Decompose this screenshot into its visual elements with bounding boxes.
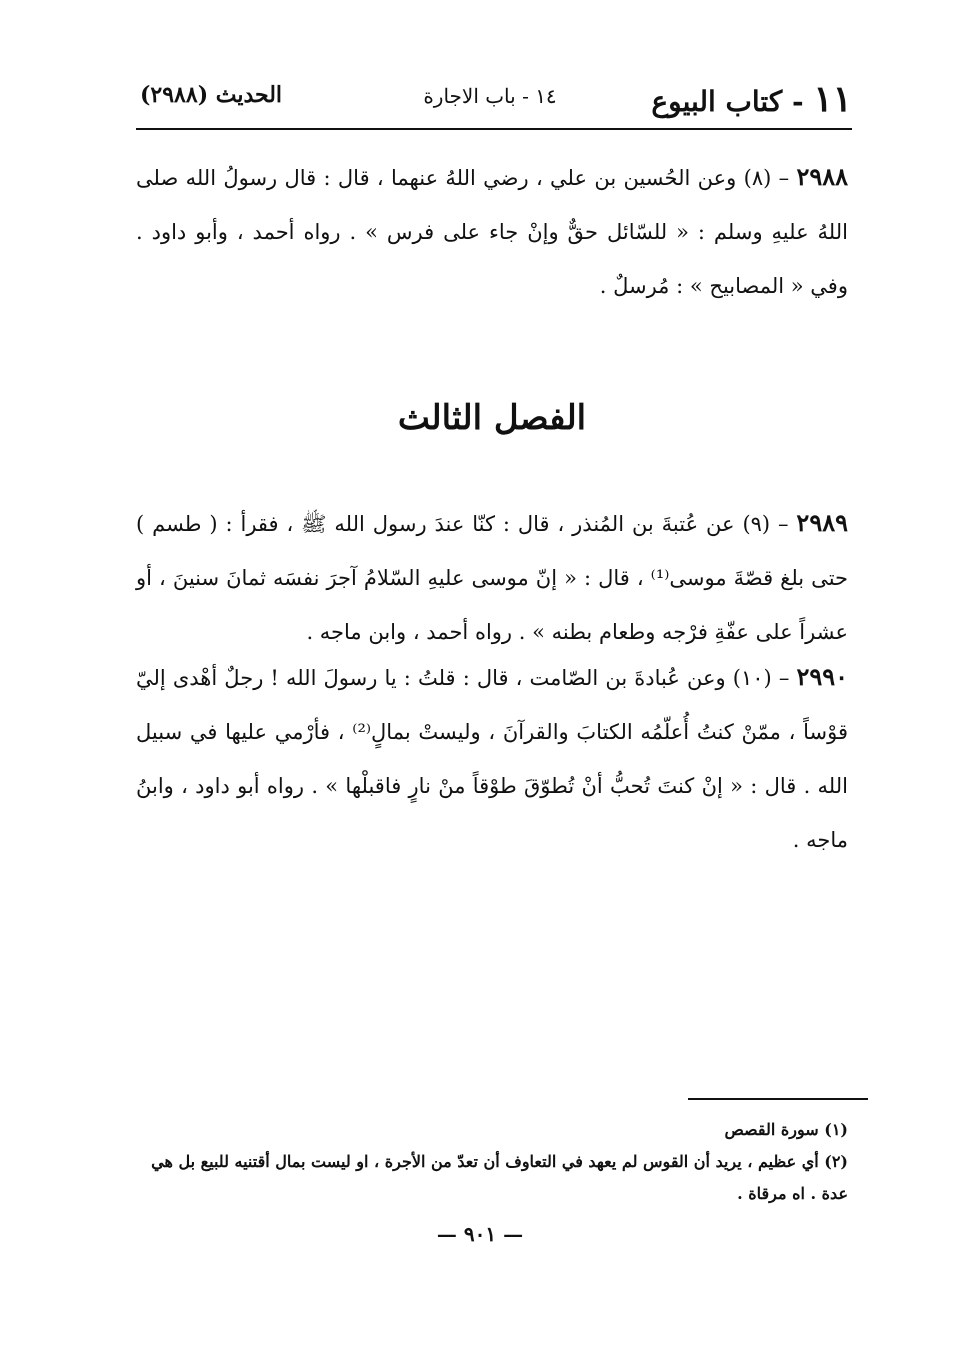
footnote-2: (٢) أي عظيم ، يريد أن القوس لم يعهد في التعاوف أن تعدّ من الأجرة ، او ليست بمال أقتنيه للبيع بل هي عدة . اه مرقاة .: [151, 1152, 848, 1203]
book-title-text: - كتاب البيوع: [651, 85, 804, 118]
header-divider: [136, 128, 852, 130]
hadith-2989: [136, 496, 848, 659]
hadith-2990: [136, 650, 848, 867]
footnote-1: (١) سورة القصص: [724, 1120, 848, 1139]
book-number: ١١: [813, 78, 852, 120]
hadith-reference: الحديث (٢٩٨٨): [140, 82, 283, 108]
footnotes: [136, 1114, 848, 1210]
hadith-number: ٢٩٨٩: [796, 508, 848, 537]
hadith-text: – (٩) عن عُتبةَ بن المُنذر ، قال : كنّا عندَ رسول الله ﷺ ، فقرأ : ( طسم ) حتى بلغ قصّةَ موسى⁽¹⁾ ، قال : « إنّ موسى عليهِ السّلامُ آجرَ نفسَه ثمانَ سنينَ ، أو عشراً على عفّةِ فرْجه وطعام بطنه » . رواه أحمد ، وابن ماجه .: [136, 512, 849, 644]
footnote-divider: [688, 1098, 868, 1100]
page-number: — ٩٠١ —: [436, 1222, 524, 1246]
hadith-number: ٢٩٩٠: [796, 662, 848, 691]
book-title: [651, 78, 852, 120]
hadith-number: ٢٩٨٨: [796, 162, 848, 191]
section-title: الفصل الثالث: [397, 398, 587, 438]
hadith-text: – (١٠) وعن عُبادةَ بن الصّامت ، قال : قلتُ : يا رسولَ الله ! رجلٌ أهْدى إليّ قوْساً ، ممّنْ كنتُ أُعلّمُه الكتابَ والقرآنَ ، وليستْ بمالٍ⁽²⁾ ، فأرْمي عليها في سبيل الله . قال : « إنْ كنتَ تُحبُّ أنْ تُطوّقَ طوْقاً منْ نارٍ فاقبلْها » . رواه أبو داود ، وابنُ ماجه .: [136, 666, 848, 852]
running-header: [140, 78, 852, 126]
hadith-text: – (٨) وعن الحُسين بن علي ، رضي اللهُ عنهما ، قال : قال رسولُ الله صلى اللهُ عليهِ وسلم : « للسّائل حقٌّ وإنْ جاء على فرس » . رواه أحمد ، وأبو داود . وفي « المصابيح » : مُرسلٌ .: [136, 166, 848, 298]
hadith-2988: [136, 150, 848, 313]
chapter-title: ١٤ - باب الاجارة: [423, 84, 557, 108]
